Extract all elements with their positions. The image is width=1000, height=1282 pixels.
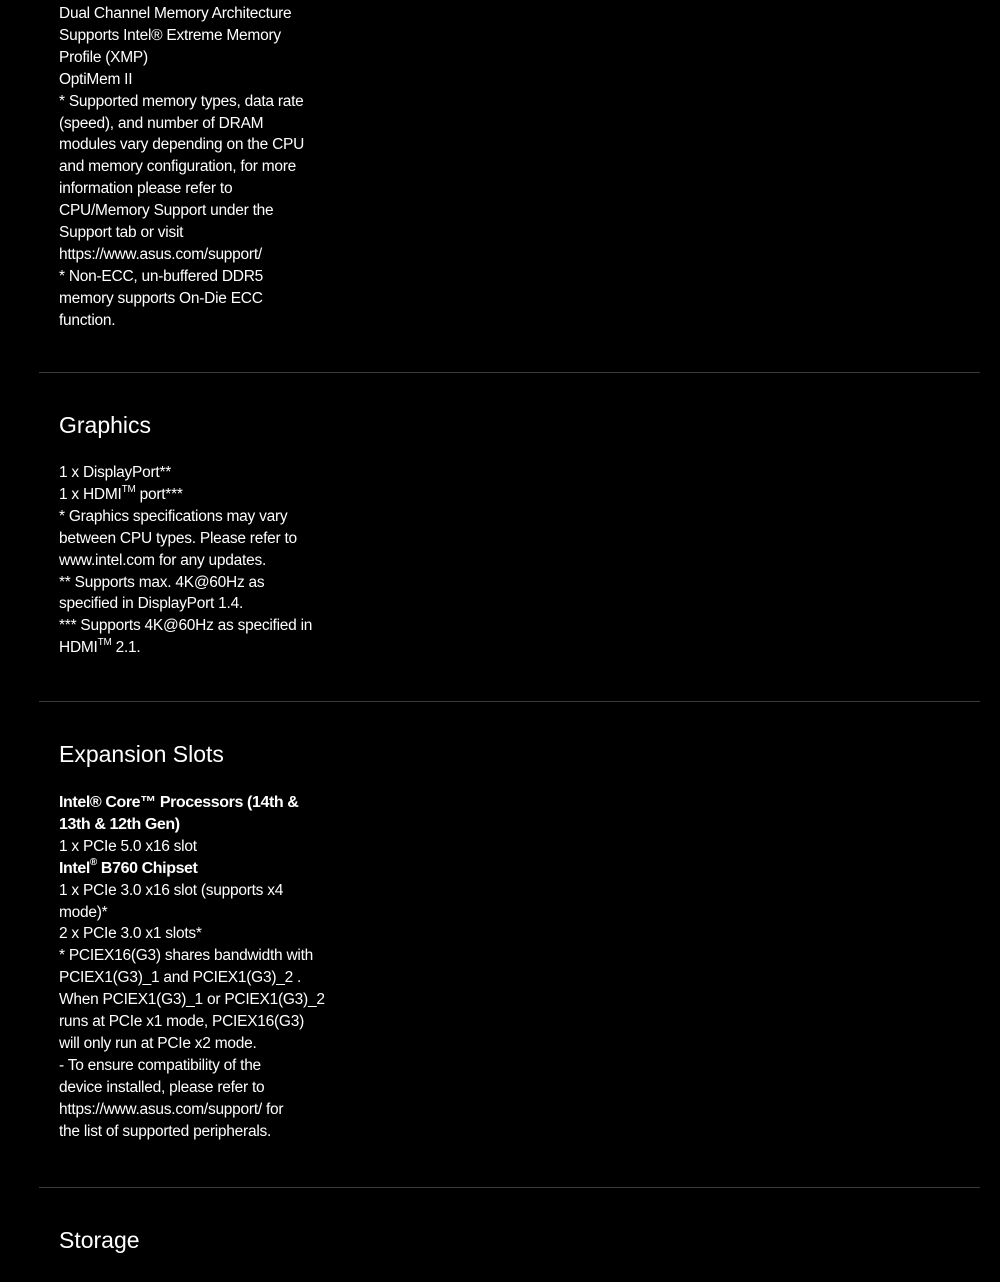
memory-line: modules vary depending on the CPU	[59, 136, 305, 154]
graphics-spec-text	[59, 462, 334, 659]
expansion-line: When PCIEX1(G3)_1 or PCIEX1(G3)_2	[59, 991, 325, 1009]
memory-section	[39, 0, 980, 372]
graphics-line-text: HDMI	[59, 639, 98, 657]
memory-line: and memory configuration, for more	[59, 158, 297, 176]
trademark-mark: TM	[97, 637, 112, 649]
graphics-title: Graphics	[59, 412, 152, 438]
memory-spec-text	[59, 3, 334, 332]
expansion-line: PCIEX1(G3)_1 and PCIEX1(G3)_2 .	[59, 969, 302, 987]
graphics-line	[59, 637, 334, 659]
storage-section	[39, 1188, 980, 1282]
memory-line: Support tab or visit	[59, 224, 184, 242]
expansion-line: device installed, please refer to	[59, 1078, 265, 1096]
expansion-line: runs at PCIe x1 mode, PCIEX16(G3)	[59, 1013, 305, 1031]
graphics-line: specified in DisplayPort 1.4.	[59, 595, 244, 613]
memory-line: function.	[59, 311, 116, 329]
expansion-line: 2 x PCIe 3.0 x1 slots*	[59, 925, 202, 943]
graphics-section	[39, 373, 980, 701]
memory-line: information please refer to	[59, 180, 233, 198]
memory-line: OptiMem II	[59, 70, 133, 88]
memory-line: memory supports On-Die ECC	[59, 289, 263, 307]
trademark-mark: TM	[121, 483, 136, 495]
expansion-line: * PCIEX16(G3) shares bandwidth with	[59, 947, 314, 965]
expansion-slots-title: Expansion Slots	[59, 741, 224, 767]
expansion-heading-line: Intel® Core™ Processors (14th &	[59, 794, 299, 811]
graphics-line-text: 1 x HDMI	[59, 485, 122, 503]
registered-mark: ®	[89, 857, 97, 869]
expansion-support-link[interactable]: https://www.asus.com/support/ for	[59, 1100, 284, 1118]
memory-line: Profile (XMP)	[59, 48, 148, 66]
memory-line: * Supported memory types, data rate	[59, 92, 304, 110]
graphics-line: *** Supports 4K@60Hz as specified in	[59, 617, 313, 635]
expansion-heading-line: 13th & 12th Gen)	[59, 815, 180, 833]
graphics-line-text: port***	[135, 485, 183, 503]
graphics-line	[59, 484, 334, 506]
memory-line: (speed), and number of DRAM	[59, 114, 264, 132]
graphics-line: * Graphics specifications may vary	[59, 507, 288, 525]
expansion-line-text: Intel	[59, 859, 90, 877]
graphics-line: www.intel.com for any updates.	[59, 551, 267, 569]
expansion-line: 1 x PCIe 5.0 x16 slot	[59, 837, 197, 855]
storage-title: Storage	[59, 1227, 140, 1253]
expansion-line: 1 x PCIe 3.0 x16 slot (supports x4	[59, 881, 284, 899]
memory-line: Dual Channel Memory Architecture	[59, 5, 292, 22]
expansion-line: will only run at PCIe x2 mode.	[59, 1034, 257, 1052]
expansion-spec-text	[59, 792, 334, 1143]
memory-line: CPU/Memory Support under the	[59, 202, 274, 220]
expansion-line: the list of supported peripherals.	[59, 1122, 272, 1140]
graphics-line: ** Supports max. 4K@60Hz as	[59, 573, 265, 591]
expansion-line: mode)*	[59, 903, 108, 921]
graphics-line-text: 2.1.	[111, 639, 141, 657]
graphics-line: between CPU types. Please refer to	[59, 529, 297, 547]
expansion-heading-line	[59, 858, 334, 880]
expansion-slots-section	[39, 702, 980, 1187]
expansion-line-text: B760 Chipset	[96, 859, 198, 877]
memory-line: Supports Intel® Extreme Memory	[59, 26, 281, 44]
graphics-line: 1 x DisplayPort**	[59, 464, 172, 481]
expansion-line: - To ensure compatibility of the	[59, 1056, 261, 1074]
memory-line: * Non-ECC, un-buffered DDR5	[59, 267, 264, 285]
memory-support-link[interactable]: https://www.asus.com/support/	[59, 245, 262, 263]
